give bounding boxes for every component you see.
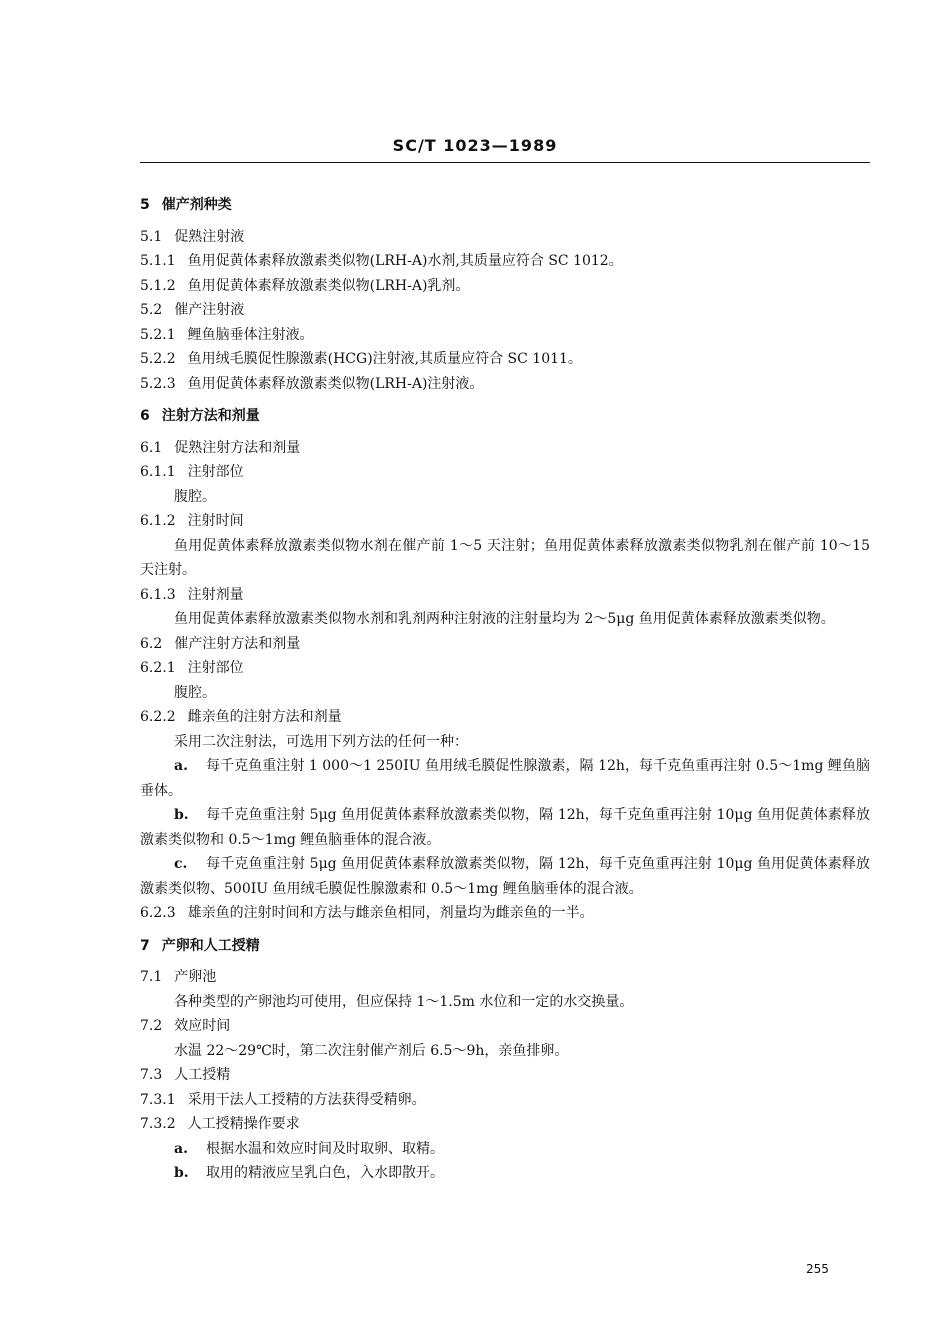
list-item-c: c. 每千克鱼重注射 5μg 鱼用促黄体素释放激素类似物，隔 12h，每千克鱼重再注射 10μg 鱼用促黄体素释放激素类似物、500IU 鱼用绒毛膜促性腺激素和 0.5～1mg 鲤鱼脑垂体的混合液。: [140, 856, 870, 897]
section-6-heading: [140, 404, 870, 429]
clause-5-2-1: 5.2.1 鲤鱼脑垂体注射液。: [140, 326, 314, 343]
clause-6-2-3: 6.2.3 雄亲鱼的注射时间和方法与雌亲鱼相同，剂量均为雌亲鱼的一半。: [140, 905, 594, 921]
section-number: 5: [140, 197, 150, 213]
clause-5-1-2: 5.1.2 鱼用促黄体素释放激素类似物(LRH-A)乳剂。: [140, 277, 470, 294]
clause-7-2-body: 水温 22～29℃时，第二次注射催产剂后 6.5～9h，亲鱼排卵。: [174, 1042, 569, 1059]
section-7-heading: [140, 934, 870, 959]
clause-7-3-2: 7.3.2 人工授精操作要求: [140, 1116, 300, 1132]
section-number: 6: [140, 408, 150, 424]
clause-6-1-1-body: 腹腔。: [174, 488, 216, 505]
section-title: 催产剂种类: [161, 197, 232, 213]
clause-7-1: 7.1 产卵池: [140, 969, 217, 985]
clause-5-1-1: 5.1.1 鱼用促黄体素释放激素类似物(LRH-A)水剂,其质量应符合 SC 1012。: [140, 253, 623, 269]
clause-5-2-3: 5.2.3 鱼用促黄体素释放激素类似物(LRH-A)注射液。: [140, 375, 484, 392]
clause-7-1-body: 各种类型的产卵池均可使用，但应保持 1～1.5m 水位和一定的水交换量。: [174, 993, 634, 1010]
standard-code-header: SC/T 1023—1989: [392, 136, 558, 155]
page-number: 255: [806, 1262, 829, 1276]
clause-6-2-2-body: 采用二次注射法，可选用下列方法的任何一种：: [174, 733, 468, 750]
list-item-a: a. 根据水温和效应时间及时取卵、取精。: [174, 1140, 444, 1157]
clause-6-2-1: 6.2.1 注射部位: [140, 660, 244, 676]
clause-6-2: 6.2 催产注射方法和剂量: [140, 635, 301, 652]
clause-6-1-1: 6.1.1 注射部位: [140, 464, 244, 480]
clause-5-2: 5.2 催产注射液: [140, 302, 245, 318]
clause-6-1-3: 6.1.3 注射剂量: [140, 586, 244, 603]
clause-6-1-2: 6.1.2 注射时间: [140, 513, 244, 529]
page-content: [140, 193, 870, 1186]
clause-5-1: 5.1 促熟注射液: [140, 228, 245, 245]
clause-6-2-1-body: 腹腔。: [174, 684, 216, 701]
list-item-a: a. 每千克鱼重注射 1 000～1 250IU 鱼用绒毛膜促性腺激素，隔 12h，每千克鱼重再注射 0.5～1mg 鲤鱼脑垂体。: [140, 758, 870, 799]
section-title: 注射方法和剂量: [161, 408, 260, 424]
clause-6-1: 6.1 促熟注射方法和剂量: [140, 439, 301, 456]
clause-7-2: 7.2 效应时间: [140, 1018, 231, 1034]
section-title: 产卵和人工授精: [161, 937, 260, 954]
clause-6-1-3-body: 鱼用促黄体素释放激素类似物水剂和乳剂两种注射液的注射量均为 2～5μg 鱼用促黄体素释放激素类似物。: [174, 611, 835, 627]
clause-7-3: 7.3 人工授精: [140, 1067, 231, 1083]
clause-7-3-1: 7.3.1 采用干法人工授精的方法获得受精卵。: [140, 1091, 426, 1108]
list-item-b: b. 取用的精液应呈乳白色，入水即散开。: [174, 1165, 444, 1181]
section-number: 7: [140, 937, 150, 954]
clause-6-2-2: 6.2.2 雌亲鱼的注射方法和剂量: [140, 709, 342, 725]
section-5-heading: [140, 193, 870, 218]
list-item-b: b. 每千克鱼重注射 5μg 鱼用促黄体素释放激素类似物，隔 12h，每千克鱼重再注射 10μg 鱼用促黄体素释放激素类似物和 0.5～1mg 鲤鱼脑垂体的混合液。: [140, 807, 870, 848]
header-rule: [140, 162, 870, 163]
clause-6-1-2-body: 鱼用促黄体素释放激素类似物水剂在催产前 1～5 天注射；鱼用促黄体素释放激素类似物乳剂在催产前 10～15 天注射。: [140, 537, 870, 578]
clause-5-2-2: 5.2.2 鱼用绒毛膜促性腺激素(HCG)注射液,其质量应符合 SC 1011。: [140, 351, 582, 367]
